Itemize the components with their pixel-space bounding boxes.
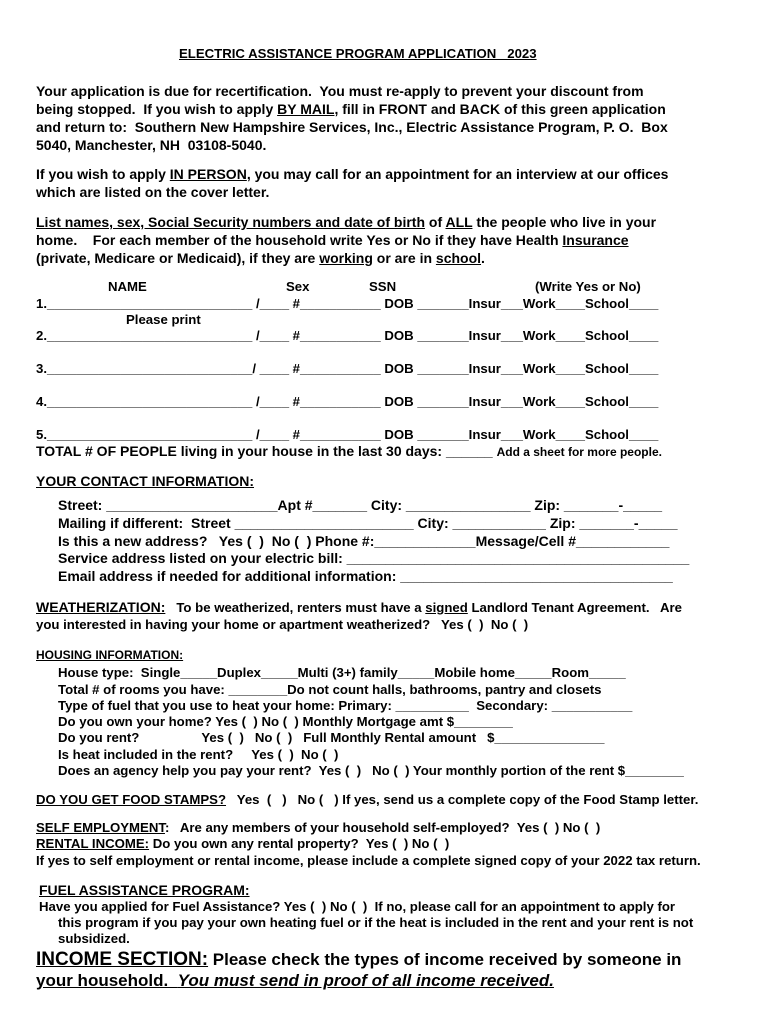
intro-line-3: and return to: Southern New Hampshire Services, Inc., Electric Assistance Program, P. O. Box xyxy=(36,119,668,135)
column-header-write-yes-no: (Write Yes or No) xyxy=(535,279,641,294)
weatherization-line-1: WEATHERIZATION: To be weatherized, renters must have a signed Landlord Tenant Agreement. Are xyxy=(36,599,682,615)
email-address-line[interactable]: Email address if needed for additional information: ___________________________________ xyxy=(58,568,673,584)
self-employment-line[interactable]: SELF EMPLOYMENT: Are any members of your household self-employed? Yes ( ) No ( ) xyxy=(36,820,601,835)
mailing-address-line[interactable]: Mailing if different: Street _______________________ City: ____________ Zip: _______-_____ xyxy=(58,515,678,531)
column-header-sex: Sex xyxy=(286,279,310,294)
income-section-heading: INCOME SECTION: xyxy=(36,949,209,970)
column-header-name: NAME xyxy=(108,279,147,294)
in-person-emphasis: IN PERSON xyxy=(169,166,247,182)
page-title: ELECTRIC ASSISTANCE PROGRAM APPLICATION 2023 xyxy=(179,46,537,61)
add-sheet-note: Add a sheet for more people. xyxy=(496,445,662,459)
fuel-assistance-line-3: subsidized. xyxy=(58,931,130,946)
rooms-line[interactable]: Total # of rooms you have: ________Do not count halls, bathrooms, pantry and closets xyxy=(58,682,602,697)
in-person-line-1: If you wish to apply IN PERSON, you may call for an appointment for an interview at our offices xyxy=(36,166,669,182)
weatherization-question[interactable]: you interested in having your home or apartment weatherized? Yes ( ) No ( ) xyxy=(36,617,529,632)
income-section-line-1: INCOME SECTION: Please check the types of income received by someone in xyxy=(36,949,682,970)
agency-help-line[interactable]: Does an agency help you pay your rent? Yes ( ) No ( ) Your monthly portion of the rent $________ xyxy=(58,763,684,778)
household-row-4[interactable]: 4.____________________________ /____ #___________ DOB _______Insur___Work____School____ xyxy=(36,394,659,409)
household-row-5[interactable]: 5.____________________________ /____ #___________ DOB _______Insur___Work____School____ xyxy=(36,427,659,442)
service-address-line[interactable]: Service address listed on your electric bill: ____________________________________________ xyxy=(58,550,690,566)
household-row-2[interactable]: 2.____________________________ /____ #___________ DOB _______Insur___Work____School____ xyxy=(36,328,659,343)
household-row-1[interactable]: 1.____________________________ /____ #___________ DOB _______Insur___Work____School____ xyxy=(36,296,659,311)
new-address-phone-line[interactable]: Is this a new address? Yes ( ) No ( ) Phone #:_____________Message/Cell #____________ xyxy=(58,533,670,549)
street-address-line[interactable]: Street: ______________________Apt #_______ City: ________________ Zip: _______-_____ xyxy=(58,497,663,513)
housing-heading: HOUSING INFORMATION: xyxy=(36,648,184,662)
income-section-line-2: your household. You must send in proof of all income received. xyxy=(36,971,554,990)
intro-line-4: 5040, Manchester, NH 03108-5040. xyxy=(36,137,267,153)
column-header-ssn: SSN xyxy=(369,279,397,294)
fuel-assistance-line-2: this program if you pay your own heating fuel or if the heat is included in the rent and your rent is not xyxy=(58,915,694,930)
list-line-2: home. For each member of the household write Yes or No if they have Health Insurance xyxy=(36,232,629,248)
list-line-1: List names, sex, Social Security numbers and date of birth of ALL the people who live in your xyxy=(36,214,657,230)
rent-line[interactable]: Do you rent? Yes ( ) No ( ) Full Monthly Rental amount $_______________ xyxy=(58,730,605,745)
rental-income-line[interactable]: RENTAL INCOME: Do you own any rental property? Yes ( ) No ( ) xyxy=(36,836,450,851)
in-person-line-2: which are listed on the cover letter. xyxy=(36,184,270,200)
weatherization-heading: WEATHERIZATION: xyxy=(36,599,166,615)
food-stamps-heading: DO YOU GET FOOD STAMPS? xyxy=(36,792,227,807)
household-row-3[interactable]: 3.____________________________/ ____ #___________ DOB _______Insur___Work____School____ xyxy=(36,361,659,376)
intro-line-2: being stopped. If you wish to apply BY MAIL, fill in FRONT and BACK of this green application xyxy=(36,101,666,117)
fuel-assistance-heading: FUEL ASSISTANCE PROGRAM: xyxy=(39,882,250,898)
heating-fuel-line[interactable]: Type of fuel that you use to heat your home: Primary: __________ Secondary: ___________ xyxy=(58,698,633,713)
house-type-line[interactable]: House type: Single_____Duplex_____Multi (3+) family_____Mobile home_____Room_____ xyxy=(58,665,626,680)
own-home-line[interactable]: Do you own your home? Yes ( ) No ( ) Monthly Mortgage amt $________ xyxy=(58,714,513,729)
fuel-assistance-line-1[interactable]: Have you applied for Fuel Assistance? Yes ( ) No ( ) If no, please call for an appointment to apply for xyxy=(39,899,676,914)
intro-line-1: Your application is due for recertification. You must re-apply to prevent your discount from xyxy=(36,83,644,99)
heat-included-line[interactable]: Is heat included in the rent? Yes ( ) No ( ) xyxy=(58,747,339,762)
list-line-3: (private, Medicare or Medicaid), if they are working or are in school. xyxy=(36,250,485,266)
please-print-note: Please print xyxy=(126,312,201,327)
by-mail-emphasis: BY MAIL xyxy=(277,101,335,117)
food-stamps-line[interactable]: DO YOU GET FOOD STAMPS? Yes ( ) No ( ) If yes, send us a complete copy of the Food Stamp letter. xyxy=(36,792,699,807)
tax-return-note: If yes to self employment or rental income, please include a complete signed copy of your 2022 tax return. xyxy=(36,853,701,868)
total-people-line[interactable]: TOTAL # OF PEOPLE living in your house in the last 30 days: ______ Add a sheet for more people. xyxy=(36,443,662,459)
contact-heading: YOUR CONTACT INFORMATION: xyxy=(36,473,255,489)
